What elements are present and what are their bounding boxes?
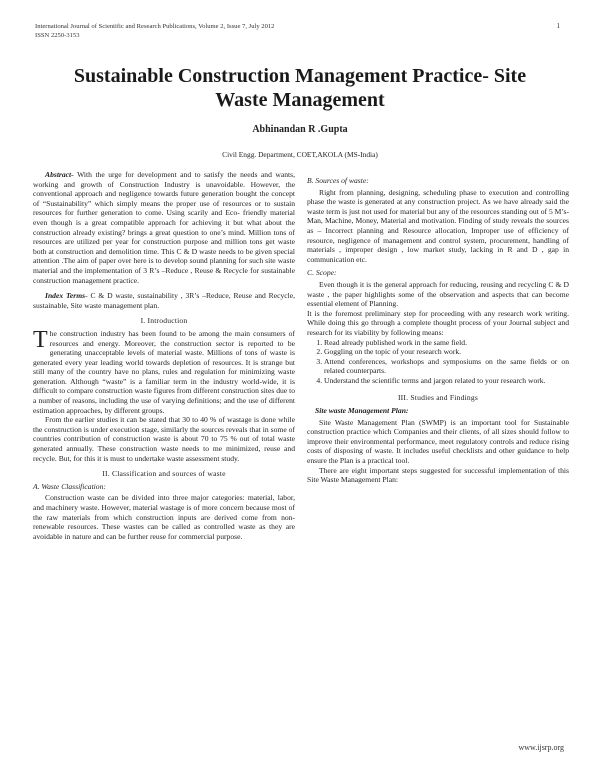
running-header — [35, 22, 274, 40]
swmp-heading: Site waste Management Plan: — [315, 406, 409, 416]
swmp-para-2: There are eight important steps suggested for successful implementation of this Site Waste Management Plan: — [307, 465, 569, 485]
intro-para-1 — [33, 326, 295, 415]
list-item: 1. Read already published work in the same field. — [324, 338, 569, 348]
abstract — [33, 170, 295, 285]
journal-line: International Journal of Scientific and Research Publications, Volume 2, Issue 7, July 2012 — [35, 23, 275, 30]
research-steps-list — [307, 338, 569, 386]
title-line-1: Sustainable Construction Management Practice- Site — [73, 65, 527, 87]
paper-title — [40, 64, 560, 112]
section-3-heading: III. Studies and Findings — [397, 393, 479, 403]
index-terms — [33, 291, 295, 310]
title-line-2: Waste Management — [215, 89, 385, 111]
index-terms-label: Index Terms — [45, 291, 86, 301]
right-column — [307, 170, 569, 485]
scope-para: Even though it is the general approach for reducing, reusing and recycling C & D waste , the paper highlights some of the observation and aspects that can become essential element of Planning. — [307, 279, 569, 309]
left-column — [33, 170, 295, 541]
affiliation: Civil Engg. Department, COET,AKOLA (MS-India) — [222, 150, 378, 159]
footer-url: www.ijsrp.org — [518, 743, 564, 752]
index-terms-text: - C & D waste, sustainability , 3R’s –Reduce, Reuse and Recycle, sustainable, Site waste management plan. — [33, 291, 296, 310]
intro-para-2: From the earlier studies it can be stated that 30 to 40 % of wastage is done while the construction is under execution stage, similarly the sources reveals that in some of countries contribution of construction waste is about 70 to 75 % out of total waste generated annually. These construction waste needs to me minimized, reuse and recycle. But, for this it is must to undertake waste assessment study. — [33, 415, 295, 463]
sources-of-waste-para: Right from planning, designing, scheduling phase to execution and controlling phase the waste is generated at any construction project. As we have already said the waste term is just not used for material but any of the resources standing out of 5 M’s- Man, Machine, Money, Material and motivation. Finding of study reveals the sources as – Incorrect planning and Resource allocation, Improper use of efficiency of resource, negligence of management and control system, procurement, handling of materials , improper design , low market study, lacking in R and D , gap in communication etc. — [307, 187, 569, 264]
page-number: 1 — [556, 22, 560, 30]
waste-classification-para: Construction waste can be divided into three major categories: material, labor, and machinery waste. However, material wastage is of more concern because most of the raw materials from which construction inputs are derived come from non-renewable resources. These wastes can be called as controlled waste as they are avoidable in nature and can be further reuse for commercial purpose. — [33, 493, 295, 541]
subsection-b-heading: B. Sources of waste: — [307, 176, 369, 185]
list-item: 4. Understand the scientific terms and jargon related to your research work. — [324, 376, 569, 386]
issn: ISSN 2250-3153 — [35, 32, 80, 39]
list-item: 3. Attend conferences, workshops and symposiums on the same fields or on related counterparts. — [324, 357, 569, 376]
subsection-c-heading: C. Scope: — [307, 268, 337, 278]
swmp-para-1: Site Waste Management Plan (SWMP) is an important tool for Sustainable construction practice which Companies and their clients, of all sizes should follow to improve their environmental performance, meet regulatory controls and reduce rising costs of disposing of waste. It includes useful checklists and other guidance to help ensure the Plan is a practical tool. — [307, 417, 569, 466]
intro-para-1-text: he construction industry has been found to be among the main consumers of resources and energy. Moreover, the construction sector is reported to be generating unacceptable levels of material waste. Millions of tons of waste is generated every year leading world towards depletion of resources. It is strange but still many of the country have no plans, rules and regulation for minimizing waste generation. Although “waste” is a familiar term in the industry world-wide, it is difficult to compare construction waste figures from different construction sites due to a number of reasons, including the use of varying definitions; and the use of different estimation approaches, by different groups. — [33, 328, 295, 415]
section-1-heading: I. Introduction — [140, 316, 188, 326]
subsection-a-heading: A. Waste Classification: — [33, 481, 106, 491]
abstract-label: Abstract- — [45, 170, 74, 179]
list-item: 2. Goggling on the topic of your research work. — [324, 347, 569, 357]
section-2-heading: II. Classification and sources of waste — [102, 469, 226, 479]
author-name: Abhinandan R .Gupta — [252, 124, 348, 135]
drop-cap: T — [33, 326, 48, 353]
abstract-text: With the urge for development and to satisfy the needs and wants, working and growth of Construction Industry is unavoidable. However, the conventional approach and negligence towards future generation bought the concept of “Sustainability” which simply means the proper use of resources or to sustain resources for further generation to come. Using scarily and Eco- friendly material even though is a great compatible approach for achieving it but what about the construction already existing? brings a great question to one’s mind. Million tons of resources are utilized per year for construction purpose and million tons get waste both at construction and demolition time. This C & D waste needs to be given special attention .The aim of paper over here is to develop sound planning for such site waste material and the implementation of 3 R’s –Reduce , Reuse & Recycle for sustainable construction management practice. — [33, 170, 295, 285]
scope-para-2: It is the foremost preliminary step for proceeding with any research work writing. While doing this go through a complete thought process of your Journal subject and research for its viability by following means: — [307, 308, 569, 337]
